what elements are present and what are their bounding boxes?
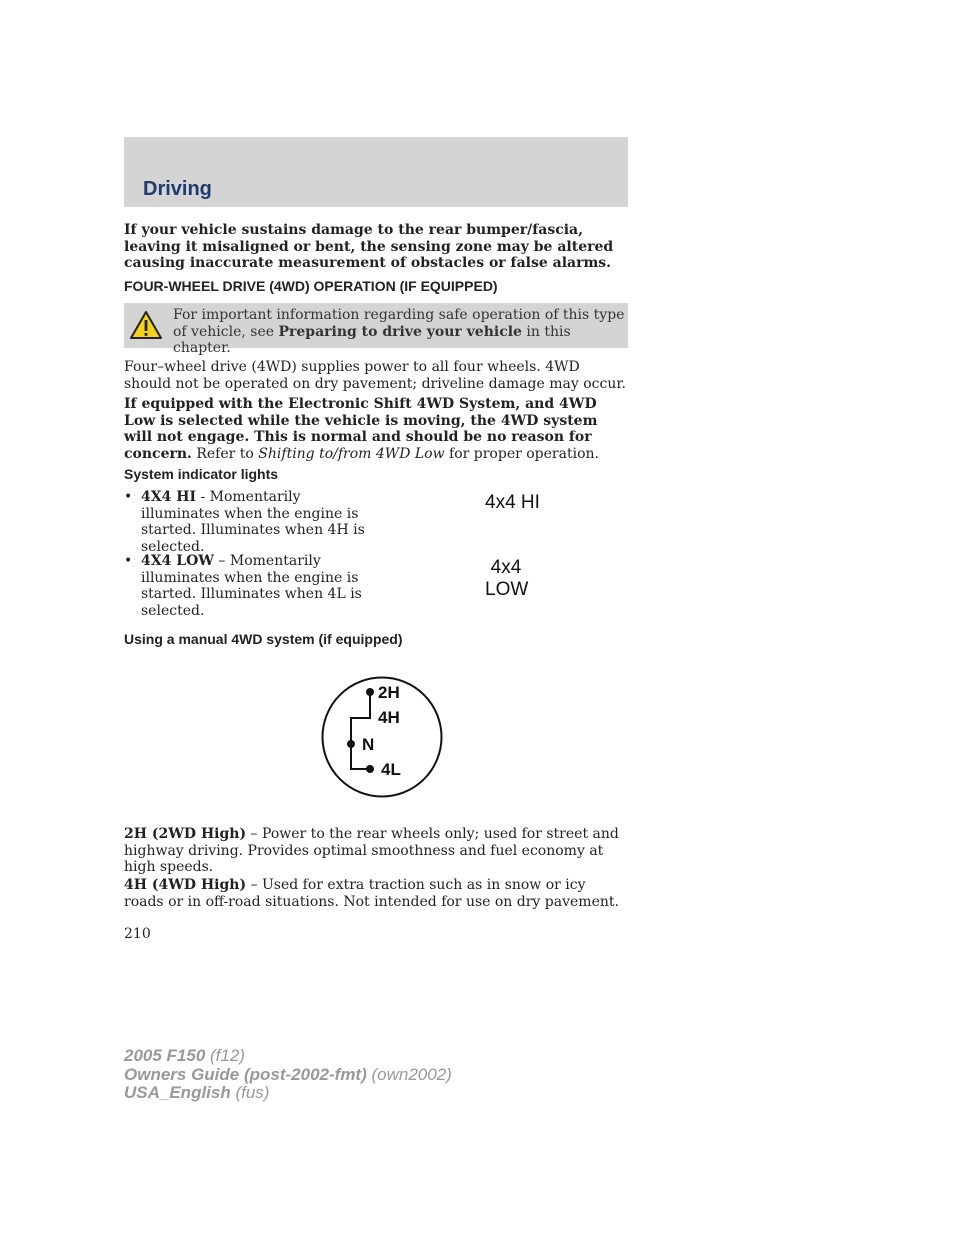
indicator-line: LOW xyxy=(485,579,529,600)
footer-bold: 2005 F150 xyxy=(124,1046,206,1065)
footer-bold: Owners Guide (post-2002-fmt) xyxy=(124,1064,367,1084)
warning-link-text: Preparing to drive your vehicle xyxy=(278,323,522,340)
list-item-label: 4X4 LOW xyxy=(141,553,214,569)
paragraph-reference: Shifting to/from 4WD Low xyxy=(258,445,445,462)
paragraph-text: for proper operation. xyxy=(444,445,599,462)
list-item-text xyxy=(141,553,381,619)
list-item-desc: - Momentarily illuminates when the engine is started. Illuminates when 4H is selected. xyxy=(141,489,365,555)
subheading-manual-4wd: Using a manual 4WD system (if equipped) xyxy=(124,631,403,647)
footer-rest: (own2002) xyxy=(366,1064,452,1084)
paragraph-4wd-intro: Four–wheel drive (4WD) supplies power to all four wheels. 4WD should not be operated on dry pavement; driveline damage may occur. xyxy=(124,359,626,392)
list-item-text xyxy=(141,489,381,555)
bullet-dot: • xyxy=(124,553,133,569)
paragraph-bold: 2H (2WD High) xyxy=(124,826,247,842)
footer-line xyxy=(124,1066,452,1085)
indicator-4x4-hi: 4x4 HI xyxy=(485,492,540,513)
paragraph-electronic-shift xyxy=(124,396,628,462)
paragraph-text: – Used for extra traction such as in snow or icy roads or in off-road situations. Not intended for use on dry pavement. xyxy=(124,877,619,910)
footer-bold: USA_English xyxy=(124,1083,231,1102)
paragraph-text: Refer to xyxy=(191,445,259,462)
footer-line xyxy=(124,1084,452,1103)
section-heading: FOUR-WHEEL DRIVE (4WD) OPERATION (IF EQUIPPED) xyxy=(124,278,498,294)
indicator-line: 4x4 xyxy=(490,557,522,578)
paragraph-4h xyxy=(124,877,628,910)
dial-label-4l: 4L xyxy=(381,760,401,779)
paragraph-bold: If equipped with the Electronic Shift 4WD System, and 4WD Low is selected while the vehicle is moving, the 4WD system will not engage. This is normal and should be no reason for concern. xyxy=(124,396,598,462)
paragraph-2h xyxy=(124,826,628,876)
warning-text xyxy=(173,307,625,357)
page-title: Driving xyxy=(143,178,212,200)
transfer-case-dial-diagram xyxy=(320,676,444,798)
indicator-4x4-low xyxy=(485,557,527,601)
dial-dot-n xyxy=(347,740,355,748)
warning-triangle-icon xyxy=(130,310,162,340)
paragraph-text: – Power to the rear wheels only; used for street and highway driving. Provides optimal smoothness and fuel economy at high speeds. xyxy=(124,826,619,875)
dial-label-4h: 4H xyxy=(378,708,400,727)
dial-dot-4l xyxy=(366,765,374,773)
footer-rest: (f12) xyxy=(205,1046,245,1065)
footer-line xyxy=(124,1047,452,1066)
bullet-dot: • xyxy=(124,489,133,505)
subheading-indicator-lights: System indicator lights xyxy=(124,466,279,482)
list-item-desc: – Momentarily illuminates when the engine is started. Illuminates when 4L is selected. xyxy=(141,553,362,619)
dial-dot-2h xyxy=(366,688,374,696)
list-item-label: 4X4 HI xyxy=(141,489,196,505)
footer-rest: (fus) xyxy=(230,1083,270,1102)
dial-label-n: N xyxy=(362,735,375,754)
document-footer xyxy=(124,1047,452,1103)
paragraph-bold: 4H (4WD High) xyxy=(124,877,247,893)
warning-text-part: in this chapter. xyxy=(173,323,571,356)
dial-label-2h: 2H xyxy=(378,683,400,702)
page-number: 210 xyxy=(124,926,151,942)
intro-warning-text: If your vehicle sustains damage to the rear bumper/fascia, leaving it misaligned or bent, the sensing zone may be altered causing inaccurate measurement of obstacles or false alarms. xyxy=(124,222,614,271)
warning-text-part: For important information regarding safe operation of this type of vehicle, see xyxy=(173,307,625,340)
